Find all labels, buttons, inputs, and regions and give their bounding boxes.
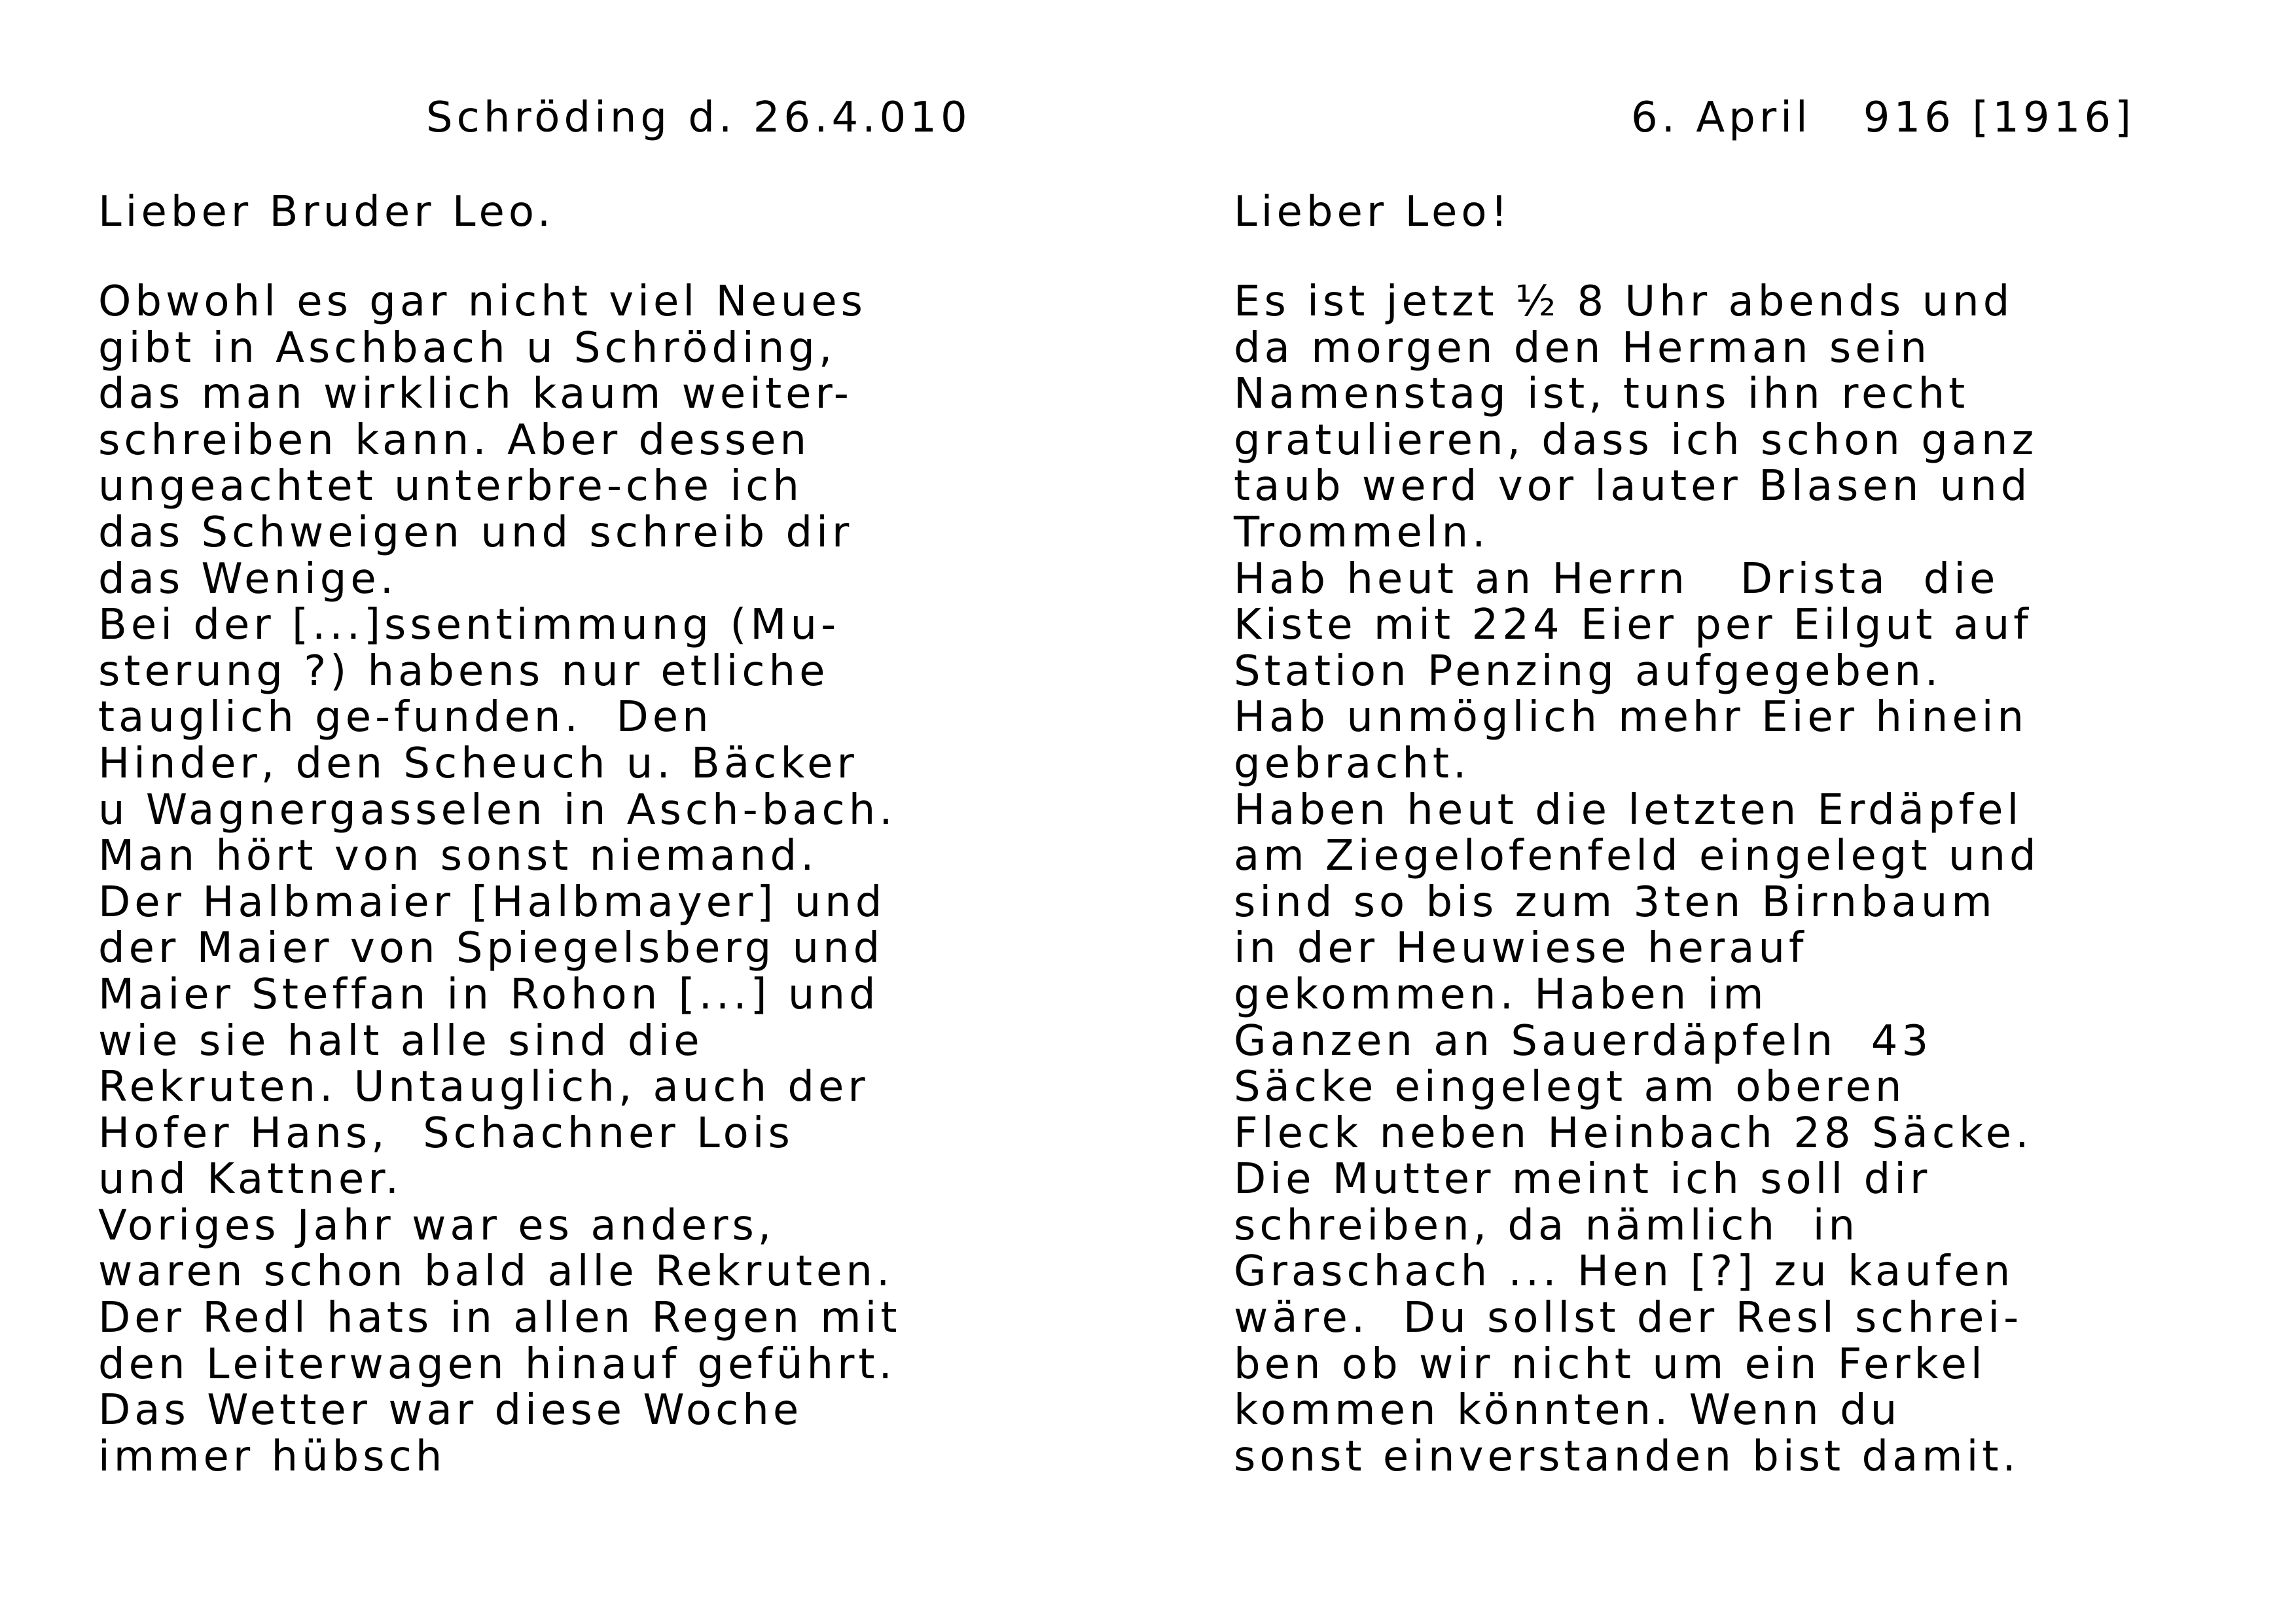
text-line: Ganzen an Sauerdäpfeln 43 — [1234, 1016, 1933, 1065]
text-line: Trommeln. — [1234, 508, 1490, 557]
text-line: sind so bis zum 3ten Birnbaum — [1234, 878, 1996, 927]
text-line: gekommen. Haben im — [1234, 970, 1768, 1019]
text-line: den Leiterwagen hinauf geführt. — [98, 1340, 896, 1389]
text-line: Bei der [...]ssentimmung (Mu- — [98, 601, 840, 650]
text-line: Rekruten. Untauglich, auch der — [98, 1063, 869, 1112]
text-line: das man wirklich kaum weiter- — [98, 370, 853, 419]
text-line: da morgen den Herman sein — [1234, 323, 1931, 372]
text-line: Haben heut die letzten Erdäpfel — [1234, 785, 2023, 834]
text-line: schreiben kann. Aber dessen — [98, 416, 811, 465]
text-line: Die Mutter meint ich soll dir — [1234, 1155, 1931, 1204]
text-line: gratulieren, dass ich schon ganz — [1234, 416, 2038, 465]
text-line: Säcke eingelegt am oberen — [1234, 1063, 1906, 1112]
text-line: das Schweigen und schreib dir — [98, 508, 853, 557]
text-line: das Wenige. — [98, 554, 398, 603]
text-line: Hab unmöglich mehr Eier hinein — [1234, 693, 2028, 742]
letter-date: Schröding d. 26.4.010 — [426, 94, 971, 142]
text-line: und Kattner. — [98, 1155, 403, 1204]
text-line: u Wagnergasselen in Asch-bach. — [98, 785, 897, 834]
text-line: in der Heuwiese herauf — [1234, 924, 1808, 973]
letter-greeting: Lieber Bruder Leo. — [98, 188, 555, 236]
text-line: Station Penzing aufgegeben. — [1234, 647, 1943, 696]
text-line: immer hübsch — [98, 1432, 446, 1481]
text-line: taub werd vor lauter Blasen und — [1234, 462, 2032, 511]
letter-body — [1234, 279, 2281, 1480]
text-line: wie sie halt alle sind die — [98, 1016, 704, 1065]
text-line: sterung ?) habens nur etliche — [98, 647, 829, 696]
right-letter-page — [1148, 0, 2296, 1623]
text-line: Es ist jetzt ½ 8 Uhr abends und — [1234, 277, 2014, 326]
text-line: am Ziegelofenfeld eingelegt und — [1234, 832, 2040, 881]
text-line: Das Wetter war diese Woche — [98, 1386, 803, 1435]
text-line: Kiste mit 224 Eier per Eilgut auf — [1234, 601, 2032, 650]
text-line: tauglich ge-funden. Den — [98, 693, 713, 742]
text-line: gebracht. — [1234, 739, 1471, 788]
text-line: Graschach ... Hen [?] zu kaufen — [1234, 1247, 2015, 1296]
text-line: Man hört von sonst niemand. — [98, 832, 818, 881]
text-line: ungeachtet unterbre-che ich — [98, 462, 803, 511]
text-line: Fleck neben Heinbach 28 Säcke. — [1234, 1109, 2033, 1158]
text-line: Hinder, den Scheuch u. Bäcker — [98, 739, 858, 788]
letter-body — [98, 279, 1119, 1480]
text-line: schreiben, da nämlich in — [1234, 1201, 1859, 1250]
text-line: Maier Steffan in Rohon [...] und — [98, 970, 880, 1019]
letter-date: 6. April 916 [1916] — [1631, 94, 2136, 142]
text-line: gibt in Aschbach u Schröding, — [98, 323, 836, 372]
text-line: Obwohl es gar nicht viel Neues — [98, 277, 867, 326]
text-line: wäre. Du sollst der Resl schrei- — [1234, 1294, 2023, 1343]
text-line: sonst einverstanden bist damit. — [1234, 1432, 2020, 1481]
text-line: der Maier von Spiegelsberg und — [98, 924, 884, 973]
text-line: Hab heut an Herrn Drista die — [1234, 554, 2000, 603]
text-line: Der Halbmaier [Halbmayer] und — [98, 878, 886, 927]
text-line: Namenstag ist, tuns ihn recht — [1234, 370, 1969, 419]
text-line: Hofer Hans, Schachner Lois — [98, 1109, 794, 1158]
text-line: Voriges Jahr war es anders, — [98, 1201, 776, 1250]
letter-greeting: Lieber Leo! — [1234, 188, 1512, 236]
text-line: waren schon bald alle Rekruten. — [98, 1247, 894, 1296]
text-line: kommen könnten. Wenn du — [1234, 1386, 1901, 1435]
text-line: Der Redl hats in allen Regen mit — [98, 1294, 901, 1343]
text-line: ben ob wir nicht um ein Ferkel — [1234, 1340, 1986, 1389]
